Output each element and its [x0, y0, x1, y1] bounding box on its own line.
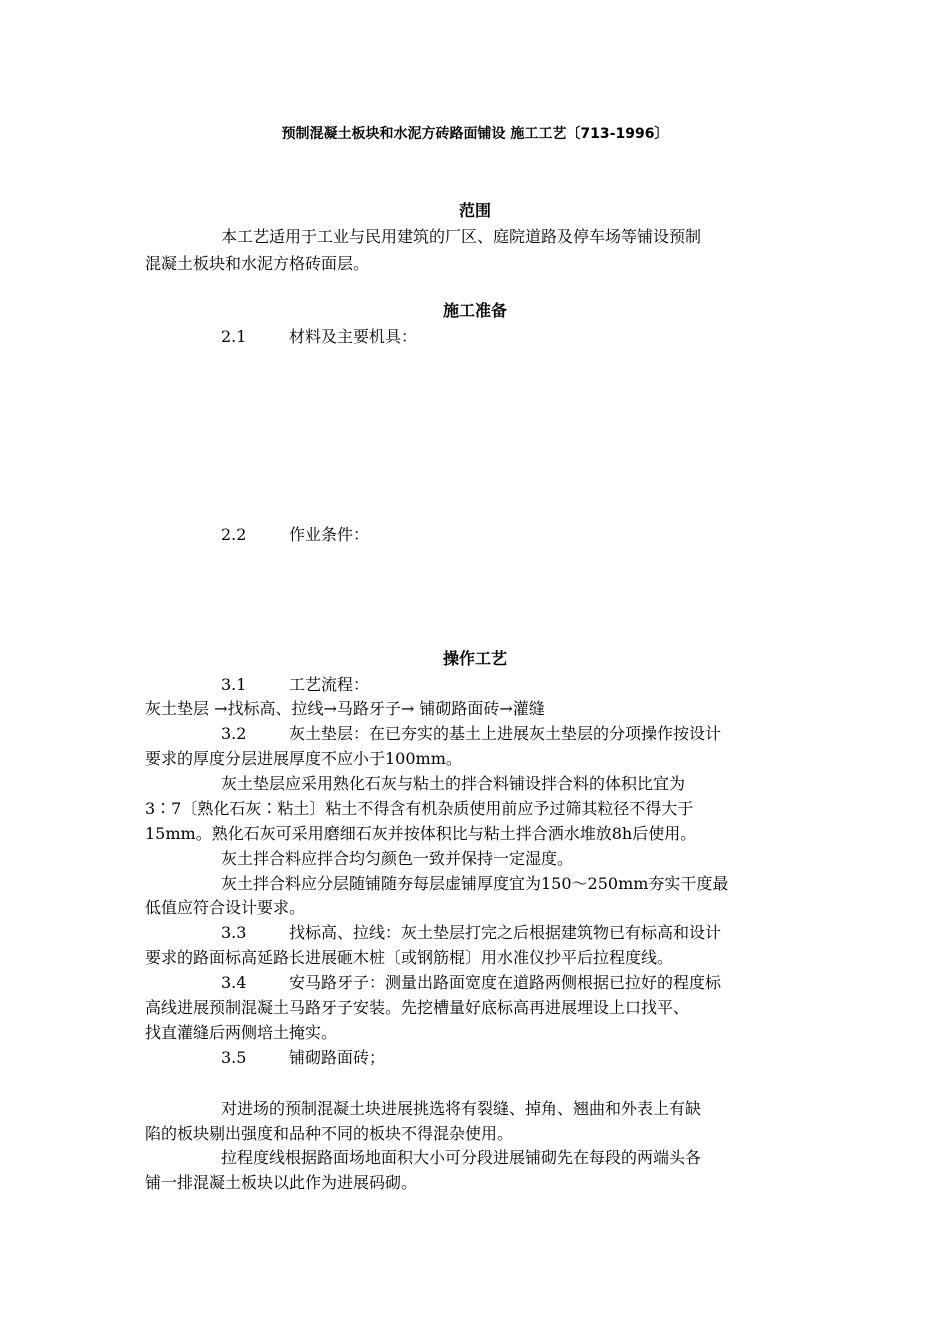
item-number: 3.1: [221, 675, 247, 694]
item-text: 材料及主要机具：: [289, 327, 418, 346]
item-3-2: [221, 722, 891, 746]
section-heading-prep: 施工准备: [442, 301, 507, 320]
item-text: 灰土垫层：在已夯实的基土上进展灰土垫层的分项操作按设计: [289, 724, 722, 743]
paragraph-line: 15mm。熟化石灰可采用磨细石灰并按体积比与粘土拌合洒水堆放8h后使用。: [145, 824, 697, 843]
section-heading-scope: 范围: [458, 201, 491, 220]
item-number: 3.2: [221, 724, 247, 743]
item-3-1: [221, 673, 891, 697]
paragraph-line: 拉程度线根据路面场地面积大小可分段进展铺砌先在每段的两端头各: [221, 1148, 702, 1167]
item-2-2: [221, 523, 891, 547]
paragraph-line: 混凝土板块和水泥方格砖面层。: [145, 254, 370, 273]
paragraph-line: 3∶7〔熟化石灰∶粘土〕粘土不得含有机杂质使用前应予过筛其粒径不得大于: [145, 799, 694, 818]
item-number: 2.1: [221, 327, 247, 346]
paragraph-line: 陷的板块剔出强度和品种不同的板块不得混杂使用。: [145, 1124, 514, 1143]
item-text: 作业条件：: [289, 525, 370, 544]
item-number: 2.2: [221, 525, 247, 544]
paragraph-line: 找直灌缝后两侧培土掩实。: [145, 1023, 338, 1042]
item-text: 工艺流程：: [289, 675, 370, 694]
item-number: 3.5: [221, 1048, 247, 1067]
paragraph-line: 灰土拌合料应拌合均匀颜色一致并保持一定湿度。: [221, 849, 574, 868]
paragraph-line: 要求的厚度分层进展厚度不应小于100mm。: [145, 749, 462, 768]
paragraph-line: 高线进展预制混凝土马路牙子安装。先挖槽量好底标高再进展埋设上口找平、: [145, 998, 690, 1017]
item-text: 铺砌路面砖；: [289, 1048, 386, 1067]
paragraph-line: 灰土拌合料应分层随铺随夯每层虚铺厚度宜为150～250mm夯实干度最: [221, 874, 729, 893]
paragraph-line: 铺一排混凝土板块以此作为进展码砌。: [145, 1173, 418, 1192]
process-flow: 灰土垫层 →找标高、拉线→马路牙子→ 铺砌路面砖→灌缝: [145, 699, 545, 718]
paragraph-line: 对进场的预制混凝土块进展挑选将有裂缝、掉角、翘曲和外表上有缺: [221, 1099, 702, 1118]
item-number: 3.4: [221, 973, 247, 992]
paragraph-line: 要求的路面标高延路长进展砸木桩〔或钢筋棍〕用水准仪抄平后拉程度线。: [145, 948, 674, 967]
paragraph-line: 灰土垫层应采用熟化石灰与粘土的拌合料铺设拌合料的体积比宜为: [221, 774, 686, 793]
item-text: 找标高、拉线：灰土垫层打完之后根据建筑物已有标高和设计: [289, 923, 722, 942]
item-text: 安马路牙子：测量出路面宽度在道路两侧根据已拉好的程度标: [289, 973, 722, 992]
item-3-3: [221, 921, 891, 945]
item-number: 3.3: [221, 923, 247, 942]
item-2-1: [221, 325, 891, 349]
paragraph-line: 本工艺适用于工业与民用建筑的厂区、庭院道路及停车场等铺设预制: [221, 227, 702, 246]
paragraph-line: 低值应符合设计要求。: [145, 898, 306, 917]
section-heading-ops: 操作工艺: [442, 649, 507, 668]
item-3-4: [221, 971, 891, 995]
document-title: 预制混凝土板块和水泥方砖路面铺设 施工工艺〔713-1996〕: [281, 126, 669, 142]
item-3-5: [221, 1046, 891, 1070]
